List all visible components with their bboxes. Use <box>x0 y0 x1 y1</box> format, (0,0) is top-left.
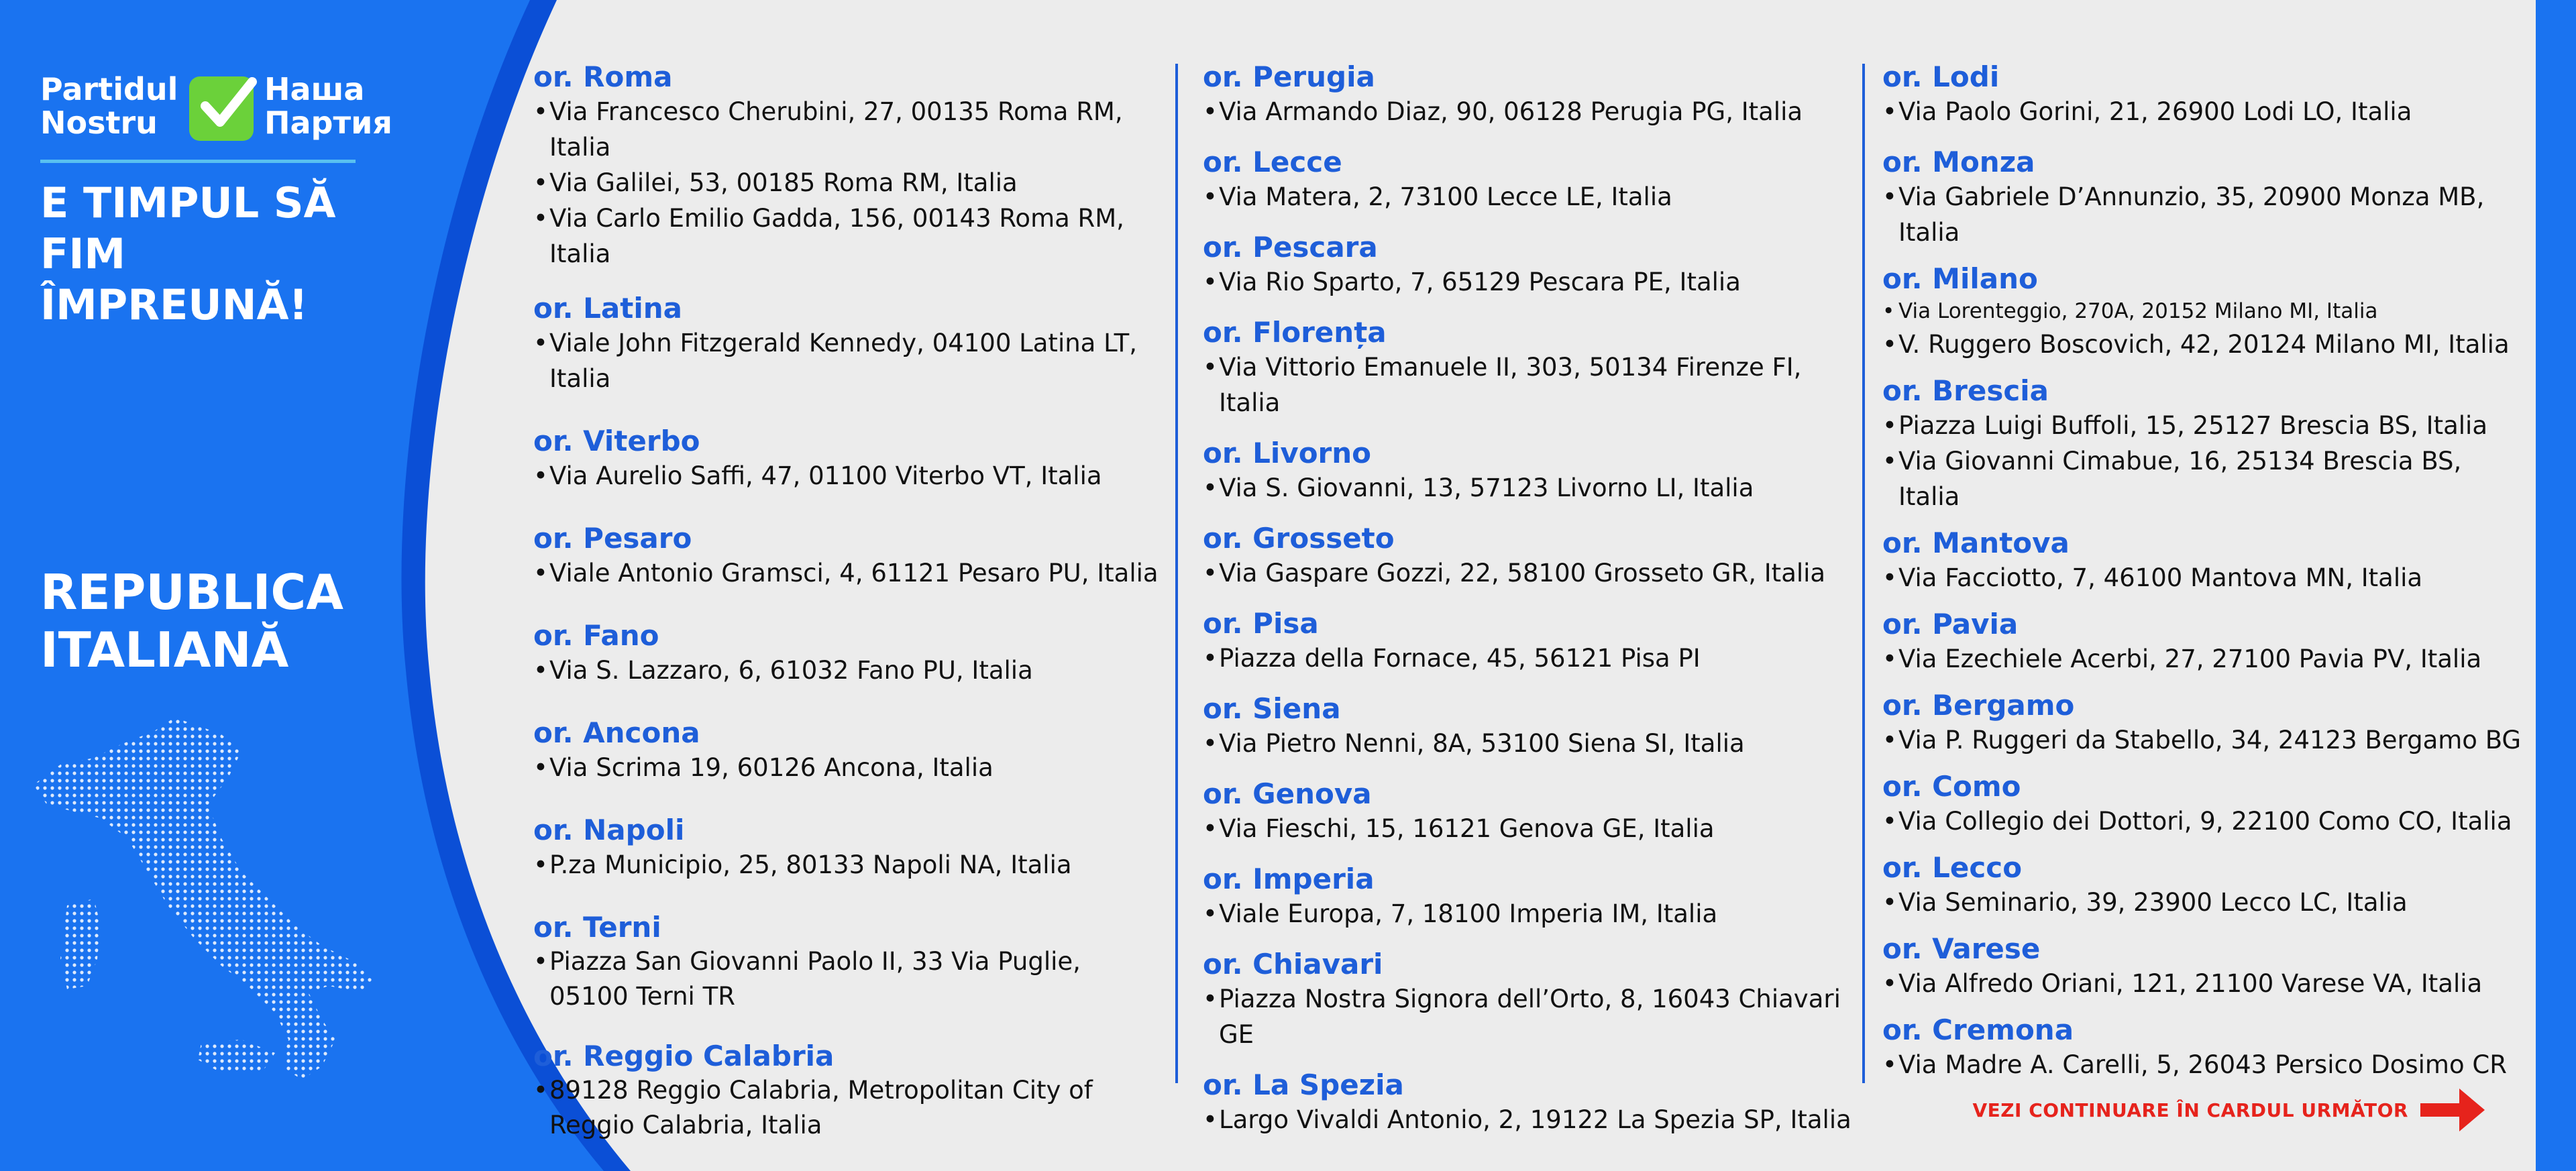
country-title <box>40 563 416 679</box>
city-entry <box>533 716 1177 785</box>
address-line: • Piazza della Fornace, 45, 56121 Pisa PI <box>1203 640 1867 676</box>
address-column-3 <box>1882 60 2526 1082</box>
address-line: • Via Vittorio Emanuele II, 303, 50134 Firenze FI, Italia <box>1203 349 1867 421</box>
brand-ru-line2: Партия <box>264 105 392 141</box>
address-line: • Viale Europa, 7, 18100 Imperia IM, Italia <box>1203 896 1867 932</box>
address-column-1 <box>533 60 1177 1143</box>
city-name: or. Monza <box>1882 146 2035 178</box>
city-name: or. Siena <box>1203 692 1341 725</box>
checkmark-icon <box>189 76 254 141</box>
city-name: or. Perugia <box>1203 60 1375 93</box>
city-entry <box>533 425 1177 494</box>
brand-divider <box>40 160 356 163</box>
address-line: • Via Lorenteggio, 270A, 20152 Milano MI, Italia <box>1882 296 2526 327</box>
address-line: • Via Giovanni Cimabue, 16, 25134 Brescia BS, Italia <box>1882 443 2526 514</box>
city-entry <box>1882 262 2526 362</box>
address-line: • Piazza Luigi Buffoli, 15, 25127 Brescia BS, Italia <box>1882 408 2526 443</box>
city-name: or. Pavia <box>1882 608 2019 640</box>
city-name: or. Chiavari <box>1203 948 1383 981</box>
brand-ru-line1: Наша <box>264 71 365 107</box>
city-name: or. La Spezia <box>1203 1068 1404 1101</box>
city-name: or. Grosseto <box>1203 522 1395 555</box>
city-entry <box>1203 862 1867 932</box>
address-line: • Via P. Ruggeri da Stabello, 34, 24123 Bergamo BG <box>1882 722 2526 758</box>
city-entry <box>1882 1013 2526 1082</box>
city-entry <box>533 292 1177 396</box>
city-name: or. Viterbo <box>533 425 700 457</box>
city-name: or. Pesaro <box>533 522 692 555</box>
column-divider <box>1175 64 1178 1083</box>
slogan-line2: ÎMPREUNĂ! <box>40 280 308 329</box>
city-entry <box>1203 522 1867 591</box>
address-line: • Via Matera, 2, 73100 Lecce LE, Italia <box>1203 179 1867 215</box>
city-name: or. Livorno <box>1203 437 1372 469</box>
city-entry <box>533 522 1177 591</box>
city-entry <box>533 619 1177 688</box>
city-entry <box>1203 437 1867 506</box>
address-line: • Via Galilei, 53, 00185 Roma RM, Italia <box>533 165 1177 201</box>
slogan-line1: E TIMPUL SĂ FIM <box>40 178 336 278</box>
city-entry <box>1203 1068 1867 1137</box>
city-name: or. Roma <box>533 60 673 93</box>
city-name: or. Imperia <box>1203 862 1375 895</box>
city-name: or. Mantova <box>1882 526 2070 559</box>
city-name: or. Como <box>1882 770 2021 803</box>
city-name: or. Milano <box>1882 262 2038 295</box>
city-name: or. Brescia <box>1882 374 2049 407</box>
city-name: or. Lodi <box>1882 60 2000 93</box>
city-entry <box>1203 146 1867 215</box>
address-line: • Via Ezechiele Acerbi, 27, 27100 Pavia PV, Italia <box>1882 641 2526 677</box>
city-name: or. Latina <box>533 292 682 325</box>
address-line: • Via Rio Sparto, 7, 65129 Pescara PE, Italia <box>1203 264 1867 300</box>
italy-map-icon <box>20 704 382 1080</box>
address-line: • Via Fieschi, 15, 16121 Genova GE, Italia <box>1203 811 1867 846</box>
continue-label: VEZI CONTINUARE ÎN CARDUL URMĂTOR <box>1972 1099 2408 1121</box>
country-line2: ITALIANĂ <box>40 622 289 678</box>
city-name: or. Florența <box>1203 316 1387 349</box>
city-name: or. Varese <box>1882 932 2041 965</box>
city-entry <box>533 911 1177 1014</box>
city-name: or. Cremona <box>1882 1013 2074 1046</box>
slogan <box>40 178 416 331</box>
city-name: or. Bergamo <box>1882 689 2075 722</box>
address-line: • Via S. Giovanni, 13, 57123 Livorno LI, Italia <box>1203 470 1867 506</box>
city-entry <box>533 814 1177 883</box>
address-line: • Via Gabriele D’Annunzio, 35, 20900 Monza MB, Italia <box>1882 179 2526 250</box>
address-line: • Via Seminario, 39, 23900 Lecco LC, Italia <box>1882 885 2526 920</box>
city-name: or. Terni <box>533 911 661 944</box>
address-line: • Via Armando Diaz, 90, 06128 Perugia PG, Italia <box>1203 94 1867 129</box>
city-name: or. Lecco <box>1882 851 2023 884</box>
address-line: • Via Madre A. Carelli, 5, 26043 Persico Dosimo CR <box>1882 1047 2526 1082</box>
address-line: • 89128 Reggio Calabria, Metropolitan City of Reggio Calabria, Italia <box>533 1073 1173 1143</box>
city-name: or. Genova <box>1203 777 1372 810</box>
brand-name-ro <box>40 72 178 140</box>
address-line: • Largo Vivaldi Antonio, 2, 19122 La Spezia SP, Italia <box>1203 1102 1867 1137</box>
address-line: • V. Ruggero Boscovich, 42, 20124 Milano MI, Italia <box>1882 327 2526 362</box>
city-entry <box>1203 60 1867 129</box>
city-entry <box>1203 231 1867 300</box>
city-entry <box>1882 770 2526 839</box>
address-line: • Via Paolo Gorini, 21, 26900 Lodi LO, Italia <box>1882 94 2526 129</box>
city-entry <box>1882 608 2526 677</box>
city-entry <box>533 60 1177 272</box>
brand-ro-line1: Partidul <box>40 71 178 107</box>
city-name: or. Reggio Calabria <box>533 1040 835 1072</box>
city-name: or. Pisa <box>1203 607 1319 640</box>
column-divider <box>1862 64 1865 1083</box>
address-line: • Via S. Lazzaro, 6, 61032 Fano PU, Italia <box>533 653 1177 688</box>
address-line: • Via Collegio dei Dottori, 9, 22100 Como CO, Italia <box>1882 803 2526 839</box>
address-line: • Piazza San Giovanni Paolo II, 33 Via Puglie, 05100 Terni TR <box>533 944 1106 1014</box>
city-entry <box>1882 932 2526 1001</box>
city-entry <box>533 1040 1177 1143</box>
city-entry <box>1882 526 2526 596</box>
address-line: • P.za Municipio, 25, 80133 Napoli NA, Italia <box>533 847 1177 883</box>
city-name: or. Fano <box>533 619 659 652</box>
address-line: • Via Gaspare Gozzi, 22, 58100 Grosseto GR, Italia <box>1203 555 1867 591</box>
address-line: • Via Pietro Nenni, 8A, 53100 Siena SI, Italia <box>1203 726 1867 761</box>
country-line1: REPUBLICA <box>40 564 343 620</box>
city-entry <box>1203 607 1867 676</box>
address-line: • Via Carlo Emilio Gadda, 156, 00143 Roma RM, Italia <box>533 201 1177 272</box>
city-entry <box>1882 374 2526 514</box>
city-entry <box>1203 948 1867 1052</box>
address-line: • Via Facciotto, 7, 46100 Mantova MN, Italia <box>1882 560 2526 596</box>
city-entry <box>1882 60 2526 129</box>
city-name: or. Napoli <box>533 814 685 846</box>
city-entry <box>1882 689 2526 758</box>
city-entry <box>1203 777 1867 846</box>
address-line: • Viale Antonio Gramsci, 4, 61121 Pesaro PU, Italia <box>533 555 1177 591</box>
city-entry <box>1882 851 2526 920</box>
brand-logo <box>40 72 402 146</box>
city-entry <box>1882 146 2526 250</box>
city-name: or. Pescara <box>1203 231 1378 264</box>
city-entry <box>1203 316 1867 421</box>
city-name: or. Ancona <box>533 716 700 749</box>
address-line: • Viale John Fitzgerald Kennedy, 04100 Latina LT, Italia <box>533 325 1177 396</box>
address-line: • Piazza Nostra Signora dell’Orto, 8, 16043 Chiavari GE <box>1203 981 1867 1052</box>
address-column-2 <box>1203 60 1867 1137</box>
address-line: • Via Scrima 19, 60126 Ancona, Italia <box>533 750 1177 785</box>
city-entry <box>1203 692 1867 761</box>
address-line: • Via Francesco Cherubini, 27, 00135 Roma RM, Italia <box>533 94 1177 165</box>
address-line: • Via Alfredo Oriani, 121, 21100 Varese VA, Italia <box>1882 966 2526 1001</box>
address-line: • Via Aurelio Saffi, 47, 01100 Viterbo VT, Italia <box>533 458 1177 494</box>
brand-name-ru <box>264 72 392 140</box>
arrow-right-icon <box>2418 1083 2487 1137</box>
city-name: or. Lecce <box>1203 146 1342 178</box>
brand-ro-line2: Nostru <box>40 105 158 141</box>
continue-next-card[interactable] <box>1972 1083 2487 1137</box>
